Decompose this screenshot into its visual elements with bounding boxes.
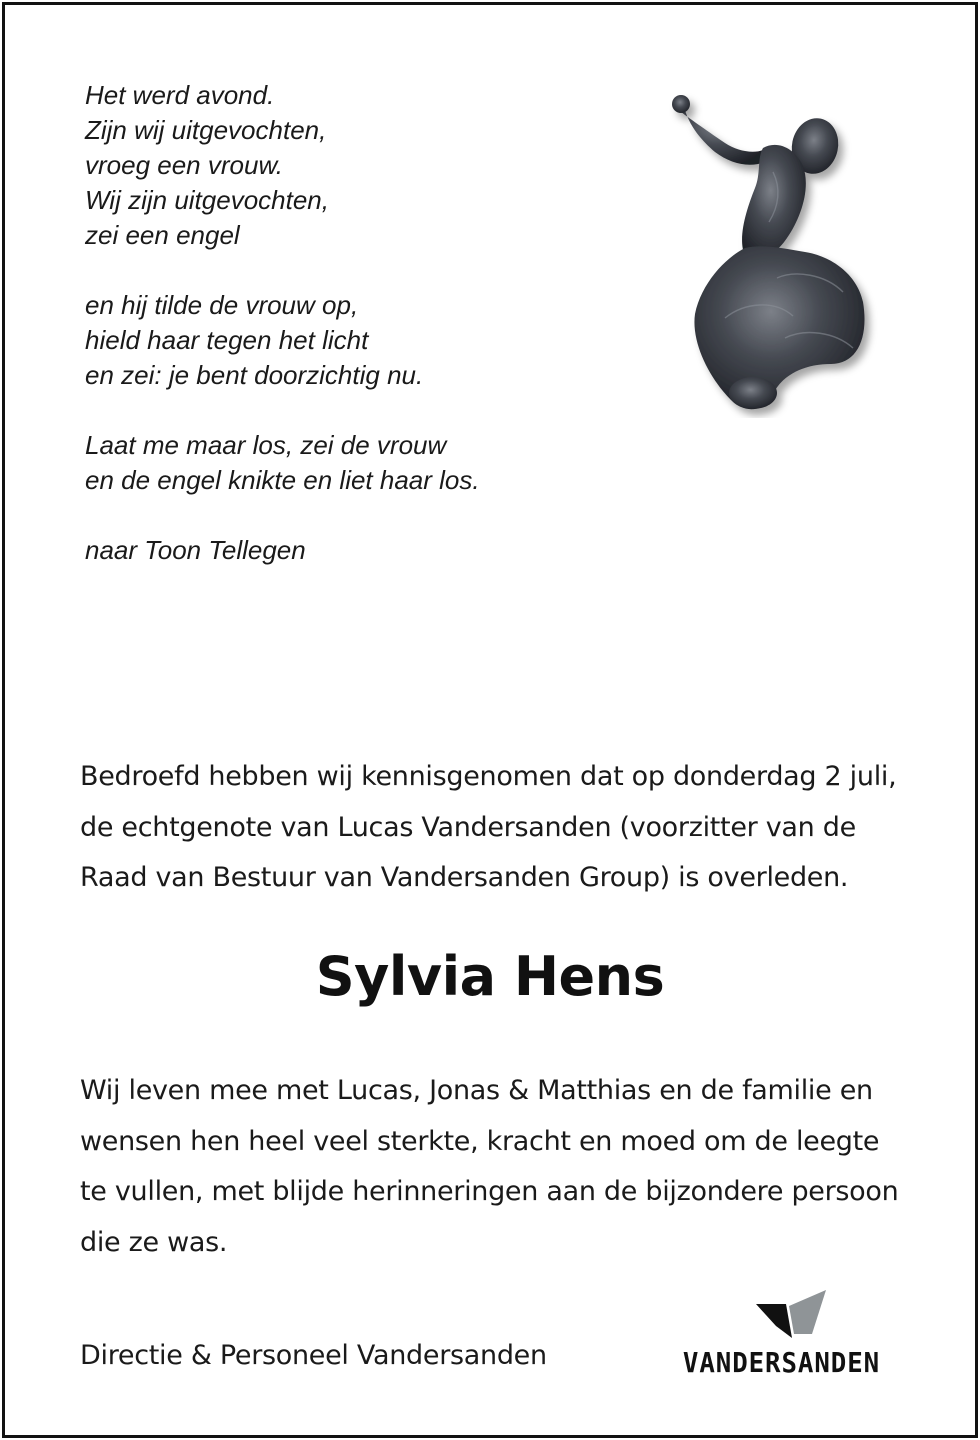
poem-line: zei een engel <box>85 220 240 250</box>
poem-attribution: naar Toon Tellegen <box>85 535 306 565</box>
poem-line: en hij tilde de vrouw op, <box>85 290 359 320</box>
poem-line: Laat me maar los, zei de vrouw <box>85 430 447 460</box>
signature: Directie & Personeel Vandersanden <box>80 1340 547 1371</box>
condolence-line: Wij leven mee met Lucas, Jonas & Matthias en de familie en <box>80 1075 873 1106</box>
condolence-line: te vullen, met blijde herinneringen aan de bijzondere persoon <box>80 1176 899 1207</box>
deceased-name: Sylvia Hens <box>315 945 665 1008</box>
poem-line: Wij zijn uitgevochten, <box>85 185 329 215</box>
poem-line: Zijn wij uitgevochten, <box>85 115 327 145</box>
condolence-line: die ze was. <box>80 1226 228 1258</box>
poem-line: en de engel knikte en liet haar los. <box>85 465 480 495</box>
condolence-line: wensen hen heel veel sterkte, kracht en moed om de leegte <box>80 1125 880 1157</box>
poem-line: hield haar tegen het licht <box>85 325 369 355</box>
poem-stanza-1 <box>85 78 605 253</box>
poem-line: en zei: je bent doorzichtig nu. <box>85 360 424 390</box>
sculpture-image <box>665 88 880 418</box>
poem <box>85 78 605 568</box>
poem-line: vroeg een vrouw. <box>85 150 284 180</box>
announcement-line: de echtgenote van Lucas Vandersanden (voorzitter van de <box>80 811 856 843</box>
logo-wordmark: VANDERSANDEN <box>682 1346 881 1379</box>
poem-line: Het werd avond. <box>85 80 275 110</box>
announcement-line: Bedroefd hebben wij kennisgenomen dat op donderdag 2 juli, <box>80 761 897 792</box>
announcement-text <box>80 752 930 904</box>
announcement-line: Raad van Bestuur van Vandersanden Group) is overleden. <box>80 862 849 893</box>
condolence-text <box>80 1066 930 1268</box>
poem-stanza-2 <box>85 288 605 393</box>
vandersanden-logo <box>678 1286 903 1382</box>
logo-mark-icon <box>756 1286 831 1341</box>
poem-stanza-3 <box>85 428 605 498</box>
